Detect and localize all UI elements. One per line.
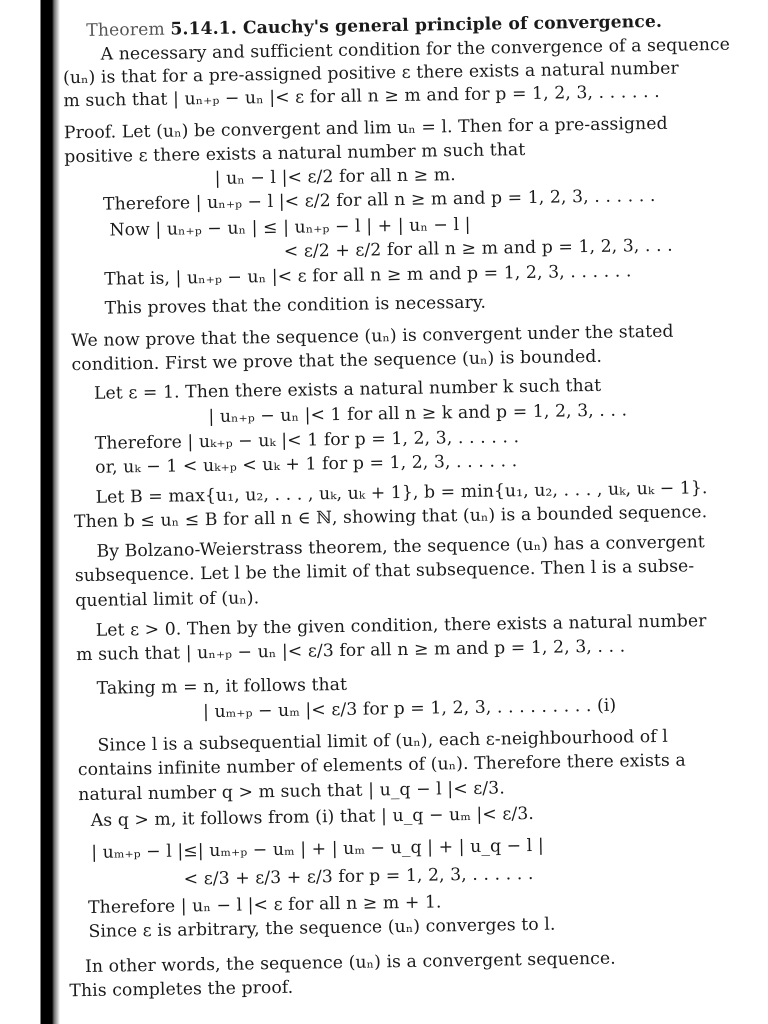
proof-line: | uₘ₊ₚ − l |≤| uₘ₊ₚ − uₘ | + | uₘ − u_q | + | u_q − l |	[91, 835, 544, 863]
theorem-statement-line: (uₙ) is that for a pre-assigned positive ε there exists a natural number	[62, 58, 679, 89]
proof-line: < ε/2 + ε/2 for all n ≥ m and p = 1, 2, 3, . . .	[283, 235, 673, 262]
proof-line: | uₘ₊ₚ − uₘ |< ε/3 for p = 1, 2, 3, . . . . . . . . . (i)	[202, 695, 617, 723]
proof-line: Proof. Let (uₙ) be convergent and lim uₙ = l. Then for a pre-assigned	[63, 113, 668, 144]
proof-line: Let ε > 0. Then by the given condition, there exists a natural number	[95, 611, 707, 641]
proof-line: That is, | uₙ₊ₚ − uₙ |< ε for all n ≥ m and p = 1, 2, 3, . . . . . .	[104, 261, 632, 290]
theorem-label: Theorem	[86, 19, 165, 41]
proof-line: By Bolzano-Weierstrass theorem, the sequence (uₙ) has a convergent	[96, 532, 705, 562]
theorem-heading	[86, 11, 663, 41]
proof-line: natural number q > m such that | u_q − l |< ε/3.	[78, 778, 505, 806]
proof-line: Therefore | uₙ − l |< ε for all n ≥ m + 1.	[87, 892, 442, 918]
proof-line: m such that | uₙ₊ₚ − uₙ |< ε/3 for all n ≥ m and p = 1, 2, 3, . . .	[75, 636, 626, 666]
proof-line: Therefore | uₙ₊ₚ − l |< ε/2 for all n ≥ m and p = 1, 2, 3, . . . . . .	[102, 185, 656, 215]
proof-line: or, uₖ − 1 < uₖ₊ₚ < uₖ + 1 for p = 1, 2, 3, . . . . . .	[95, 451, 518, 478]
proof-line: This completes the proof.	[69, 977, 294, 1002]
theorem-title: 5.14.1. Cauchy's general principle of convergence.	[170, 11, 663, 40]
page-binding-shadow	[0, 0, 62, 1024]
proof-line: Taking m = n, it follows that	[96, 674, 348, 699]
proof-line: Since l is a subsequential limit of (uₙ), each ε-neighbourhood of l	[97, 726, 669, 756]
theorem-statement-line: A necessary and sufficient condition for the convergence of a sequence	[100, 34, 731, 65]
proof-line: | uₙ − l |< ε/2 for all n ≥ m.	[214, 165, 456, 189]
proof-line: As q > m, it follows from (i) that | u_q − uₘ |< ε/3.	[90, 803, 535, 831]
proof-line: Therefore | uₖ₊ₚ − uₖ |< 1 for p = 1, 2, 3, . . . . . .	[94, 427, 520, 454]
proof-line: In other words, the sequence (uₙ) is a convergent sequence.	[84, 948, 616, 978]
scanned-page	[52, 1, 758, 1022]
proof-line: Then b ≤ uₙ ≤ B for all n ∈ ℕ, showing that (uₙ) is a bounded sequence.	[73, 502, 708, 533]
proof-line: | uₙ₊ₚ − uₙ |< 1 for all n ≥ k and p = 1, 2, 3, . . .	[208, 400, 628, 428]
proof-line: Let B = max{u₁, u₂, . . . , uₖ, uₖ + 1}, b = min{u₁, u₂, . . . , uₖ, uₖ − 1}.	[95, 478, 708, 508]
proof-line: contains infinite number of elements of (uₙ). Therefore there exists a	[77, 750, 686, 781]
proof-line: < ε/3 + ε/3 + ε/3 for p = 1, 2, 3, . . . . . .	[183, 863, 534, 890]
theorem-statement-line: m such that | uₙ₊ₚ − uₙ |< ε for all n ≥ m and for p = 1, 2, 3, . . . . . .	[63, 81, 660, 112]
proof-line: We now prove that the sequence (uₙ) is convergent under the stated	[71, 321, 674, 352]
proof-line: subsequence. Let l be the limit of that subsequence. Then l is a subse-	[74, 556, 695, 587]
proof-line: Let ε = 1. Then there exists a natural number k such that	[93, 375, 602, 404]
proof-line: Since ε is arbitrary, the sequence (uₙ) converges to l.	[88, 914, 556, 942]
proof-line: condition. First we prove that the sequence (uₙ) is bounded.	[71, 346, 603, 376]
proof-line: quential limit of (uₙ).	[75, 588, 260, 612]
proof-line: Now | uₙ₊ₚ − uₙ | ≤ | uₙ₊ₚ − l | + | uₙ − l |	[109, 214, 471, 241]
proof-line: positive ε there exists a natural number m such that	[64, 140, 526, 168]
proof-line: This proves that the condition is necessary.	[104, 292, 487, 319]
